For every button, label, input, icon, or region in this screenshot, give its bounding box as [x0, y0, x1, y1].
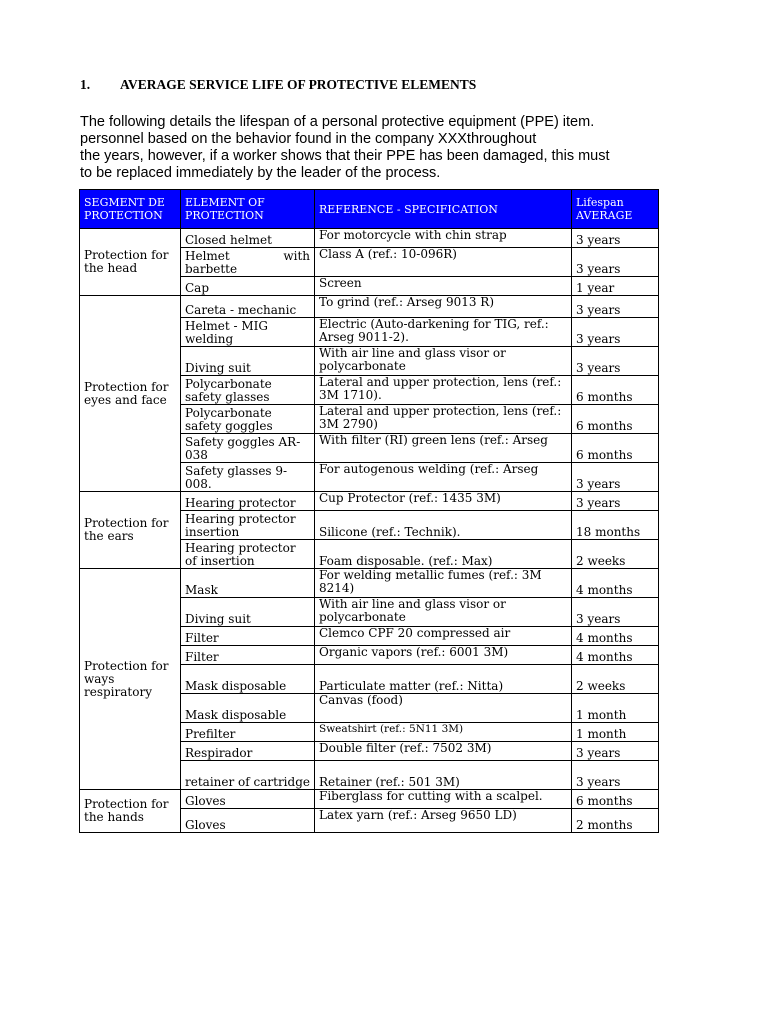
element-cell: Helmet - MIG welding — [181, 318, 315, 347]
reference-cell: Screen — [315, 277, 572, 296]
header-reference: REFERENCE - SPECIFICATION — [315, 190, 572, 229]
lifespan-cell: 3 years — [572, 492, 659, 511]
reference-cell: Foam disposable. (ref.: Max) — [315, 540, 572, 569]
lifespan-cell: 6 months — [572, 376, 659, 405]
lifespan-cell: 3 years — [572, 761, 659, 790]
segment-respiratory: Protection for ways respiratory — [80, 569, 181, 790]
lifespan-cell: 3 years — [572, 318, 659, 347]
segment-eyes-face: Protection for eyes and face — [80, 296, 181, 492]
ppe-lifespan-table — [79, 189, 659, 833]
element-cell: Mask disposable — [181, 694, 315, 723]
reference-cell: Retainer (ref.: 501 3M) — [315, 761, 572, 790]
lifespan-cell: 1 month — [572, 723, 659, 742]
reference-cell: Lateral and upper protection, lens (ref.: 3M 1710). — [315, 376, 572, 405]
element-cell: Mask — [181, 569, 315, 598]
lifespan-cell: 6 months — [572, 405, 659, 434]
lifespan-cell: 1 month — [572, 694, 659, 723]
reference-cell: For autogenous welding (ref.: Arseg — [315, 463, 572, 492]
segment-ears: Protection for the ears — [80, 492, 181, 569]
reference-cell: Latex yarn (ref.: Arseg 9650 LD) — [315, 809, 572, 833]
table-row — [80, 790, 659, 809]
lifespan-cell: 6 months — [572, 790, 659, 809]
element-cell: Prefilter — [181, 723, 315, 742]
reference-cell: For welding metallic fumes (ref.: 3M 8214) — [315, 569, 572, 598]
section-title: AVERAGE SERVICE LIFE OF PROTECTIVE ELEMENTS — [120, 77, 477, 92]
element-cell: Gloves — [181, 809, 315, 833]
reference-cell: Clemco CPF 20 compressed air — [315, 627, 572, 646]
section-heading — [80, 77, 476, 93]
element-cell: Diving suit — [181, 347, 315, 376]
table-row — [80, 296, 659, 318]
header-segment: SEGMENT DE PROTECTION — [80, 190, 181, 229]
lifespan-cell: 3 years — [572, 598, 659, 627]
element-cell: Safety goggles AR-038 — [181, 434, 315, 463]
element-cell: Hearing protector insertion — [181, 511, 315, 540]
lifespan-cell: 4 months — [572, 627, 659, 646]
reference-cell: With filter (RI) green lens (ref.: Arseg — [315, 434, 572, 463]
lifespan-cell: 3 years — [572, 248, 659, 277]
lifespan-cell: 2 months — [572, 809, 659, 833]
table-row — [80, 569, 659, 598]
element-cell: Respirador — [181, 742, 315, 761]
reference-cell: Cup Protector (ref.: 1435 3M) — [315, 492, 572, 511]
reference-cell: With air line and glass visor or polycarbonate — [315, 598, 572, 627]
element-cell: Diving suit — [181, 598, 315, 627]
lifespan-cell: 3 years — [572, 742, 659, 761]
segment-hands: Protection for the hands — [80, 790, 181, 833]
lifespan-cell: 4 months — [572, 569, 659, 598]
reference-cell: Lateral and upper protection, lens (ref.: 3M 2790) — [315, 405, 572, 434]
intro-line: personnel based on the behavior found in the company XXXthroughout — [80, 131, 537, 147]
reference-cell: Organic vapors (ref.: 6001 3M) — [315, 646, 572, 665]
element-cell: Gloves — [181, 790, 315, 809]
header-lifespan: Lifespan AVERAGE — [572, 190, 659, 229]
lifespan-cell: 3 years — [572, 463, 659, 492]
intro-paragraph — [80, 114, 680, 182]
lifespan-cell: 18 months — [572, 511, 659, 540]
reference-cell: For motorcycle with chin strap — [315, 229, 572, 248]
reference-cell: Class A (ref.: 10-096R) — [315, 248, 572, 277]
element-cell: Hearing protector of insertion — [181, 540, 315, 569]
intro-line: the years, however, if a worker shows that their PPE has been damaged, this must — [80, 148, 610, 164]
element-cell: Polycarbonate safety goggles — [181, 405, 315, 434]
reference-cell: Silicone (ref.: Technik). — [315, 511, 572, 540]
lifespan-cell: 2 weeks — [572, 665, 659, 694]
element-cell: Mask disposable — [181, 665, 315, 694]
element-cell: retainer of cartridge — [181, 761, 315, 790]
reference-cell: Electric (Auto-darkening for TIG, ref.: Arseg 9011-2). — [315, 318, 572, 347]
element-cell: Filter — [181, 627, 315, 646]
reference-cell: To grind (ref.: Arseg 9013 R) — [315, 296, 572, 318]
element-cell: Helmet with barbette — [181, 248, 315, 277]
element-cell: Filter — [181, 646, 315, 665]
element-cell: Closed helmet — [181, 229, 315, 248]
lifespan-cell: 2 weeks — [572, 540, 659, 569]
element-cell: Cap — [181, 277, 315, 296]
table-header-row — [80, 190, 659, 229]
element-cell: Safety glasses 9-008. — [181, 463, 315, 492]
element-cell: Polycarbonate safety glasses — [181, 376, 315, 405]
element-cell: Careta - mechanic — [181, 296, 315, 318]
lifespan-cell: 3 years — [572, 347, 659, 376]
reference-cell: Sweatshirt (ref.: 5N11 3M) — [315, 723, 572, 742]
section-number: 1. — [80, 77, 91, 92]
lifespan-cell: 3 years — [572, 229, 659, 248]
header-element: ELEMENT OF PROTECTION — [181, 190, 315, 229]
reference-cell: Double filter (ref.: 7502 3M) — [315, 742, 572, 761]
reference-cell: Particulate matter (ref.: Nitta) — [315, 665, 572, 694]
reference-cell: Fiberglass for cutting with a scalpel. — [315, 790, 572, 809]
table-row — [80, 492, 659, 511]
segment-head: Protection for the head — [80, 229, 181, 296]
reference-cell: With air line and glass visor or polycarbonate — [315, 347, 572, 376]
intro-line: to be replaced immediately by the leader of the process. — [80, 165, 441, 181]
lifespan-cell: 3 years — [572, 296, 659, 318]
table-row — [80, 229, 659, 248]
intro-line: The following details the lifespan of a personal protective equipment (PPE) item. — [80, 114, 595, 130]
reference-cell: Canvas (food) — [315, 694, 572, 723]
lifespan-cell: 4 months — [572, 646, 659, 665]
lifespan-cell: 6 months — [572, 434, 659, 463]
element-cell: Hearing protector — [181, 492, 315, 511]
lifespan-cell: 1 year — [572, 277, 659, 296]
